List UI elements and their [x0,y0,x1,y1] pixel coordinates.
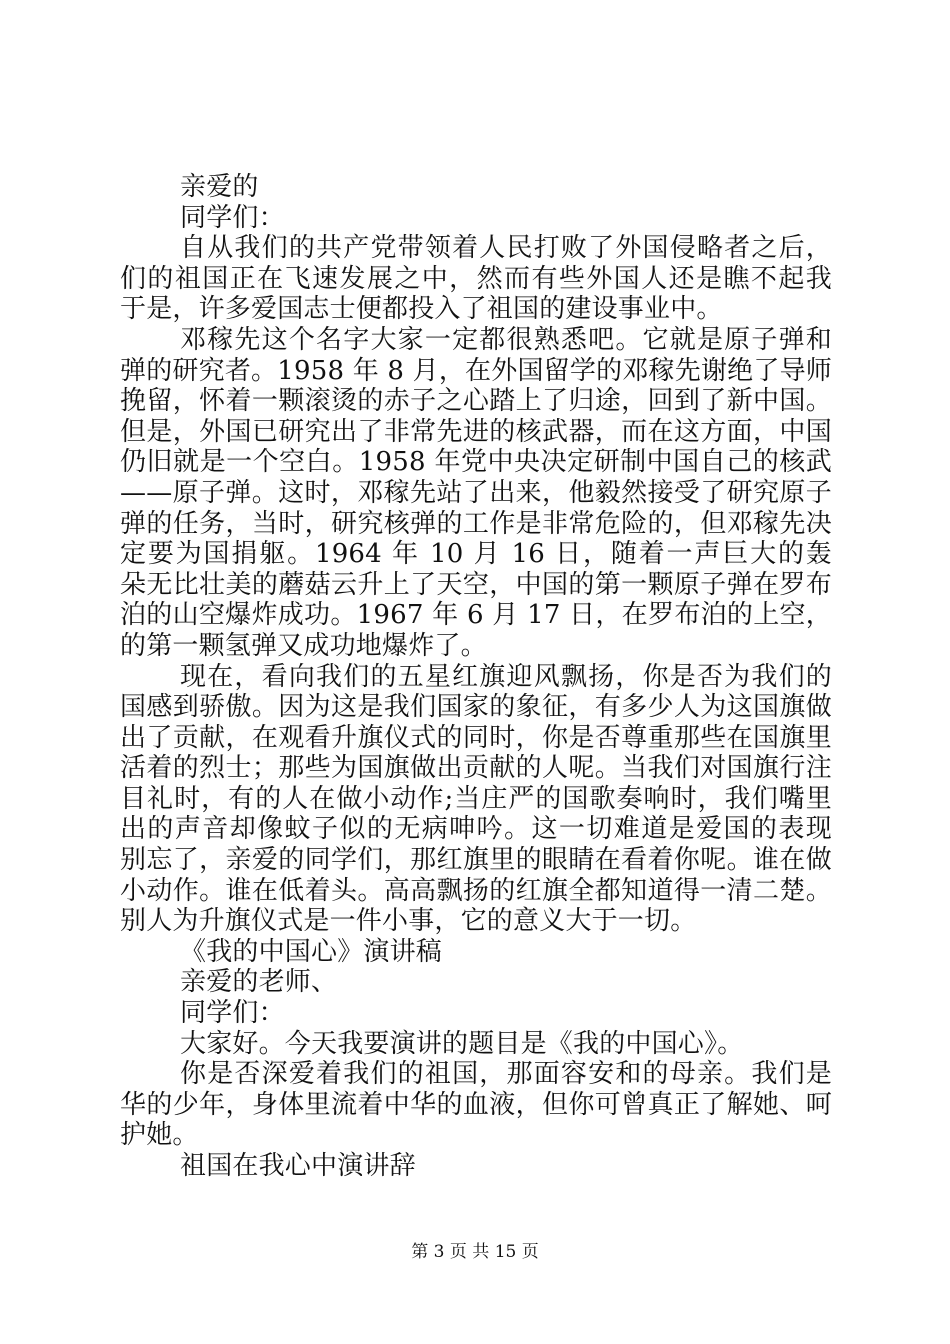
text-line: 同学们： [180,998,285,1029]
text-line: 同学们： [180,202,285,233]
text-line: 泊的山空爆炸成功。1967 年 6 月 17 日，在罗布泊的上空， [120,600,832,631]
text-line: 别忘了，亲爱的同学们，那红旗里的眼睛在看着你呢。谁在做 [120,845,832,876]
text-line: 的第一颗氢弹又成功地爆炸了。 [120,630,487,661]
text-line: 大家好。今天我要演讲的题目是《我的中国心》。 [180,1028,744,1059]
text-line: 自从我们的共产党带领着人民打败了外国侵略者之后， [180,233,832,264]
document-body [120,172,832,1182]
text-line: 《我的中国心》演讲稿 [180,936,443,967]
text-line: 国感到骄傲。因为这是我们国家的象征，有多少人为这国旗做 [120,692,832,723]
text-line: 小动作。谁在低着头。高高飘扬的红旗全都知道得一清二楚。 [120,875,832,906]
text-line: 定要为国捐躯。1964 年 10 月 16 日，随着一声巨大的轰 [120,539,832,570]
text-line: 亲爱的老师、 [180,967,338,998]
text-line: 华的少年，身体里流着中华的血液，但你可曾真正了解她、呵 [120,1089,832,1120]
text-line: 邓稼先这个名字大家一定都很熟悉吧。它就是原子弹和 [180,324,832,355]
text-line: 别人为升旗仪式是一件小事，它的意义大于一切。 [120,906,697,937]
text-line: ——原子弹。这时，邓稼先站了出来，他毅然接受了研究原子 [120,477,832,508]
page-footer: 第 3 页 共 15 页 [411,1242,539,1262]
text-line: 挽留，怀着一颗滚烫的赤子之心踏上了归途，回到了新中国。 [120,386,832,417]
text-line: 弹的任务，当时，研究核弹的工作是非常危险的，但邓稼先决 [120,508,832,539]
text-line: 你是否深爱着我们的祖国，那面容安和的母亲。我们是 [180,1059,832,1090]
text-line: 们的祖国正在飞速发展之中，然而有些外国人还是瞧不起我 [120,263,832,294]
text-line: 弹的研究者。1958 年 8 月，在外国留学的邓稼先谢绝了导师 [120,355,832,386]
text-line: 但是，外国已研究出了非常先进的核武器，而在这方面，中国 [120,416,832,447]
text-line: 目礼时，有的人在做小动作;当庄严的国歌奏响时，我们嘴里 [120,783,832,814]
text-line: 现在，看向我们的五星红旗迎风飘扬，你是否为我们的 [180,661,832,692]
text-line: 朵无比壮美的蘑菇云升上了天空，中国的第一颗原子弹在罗布 [120,569,832,600]
text-line: 亲爱的 [180,172,259,202]
text-line: 出的声音却像蚊子似的无病呻吟。这一切难道是爱国的表现 [120,814,832,845]
text-line: 出了贡献，在观看升旗仪式的同时，你是否尊重那些在国旗里 [120,722,832,753]
text-line: 祖国在我心中演讲辞 [180,1151,416,1181]
text-line: 于是，许多爱国志士便都投入了祖国的建设事业中。 [120,294,723,325]
text-line: 护她。 [120,1120,199,1151]
text-line: 仍旧就是一个空白。1958 年党中央决定研制中国自己的核武 [120,447,832,478]
text-line: 活着的烈士；那些为国旗做出贡献的人呢。当我们对国旗行注 [120,753,832,784]
